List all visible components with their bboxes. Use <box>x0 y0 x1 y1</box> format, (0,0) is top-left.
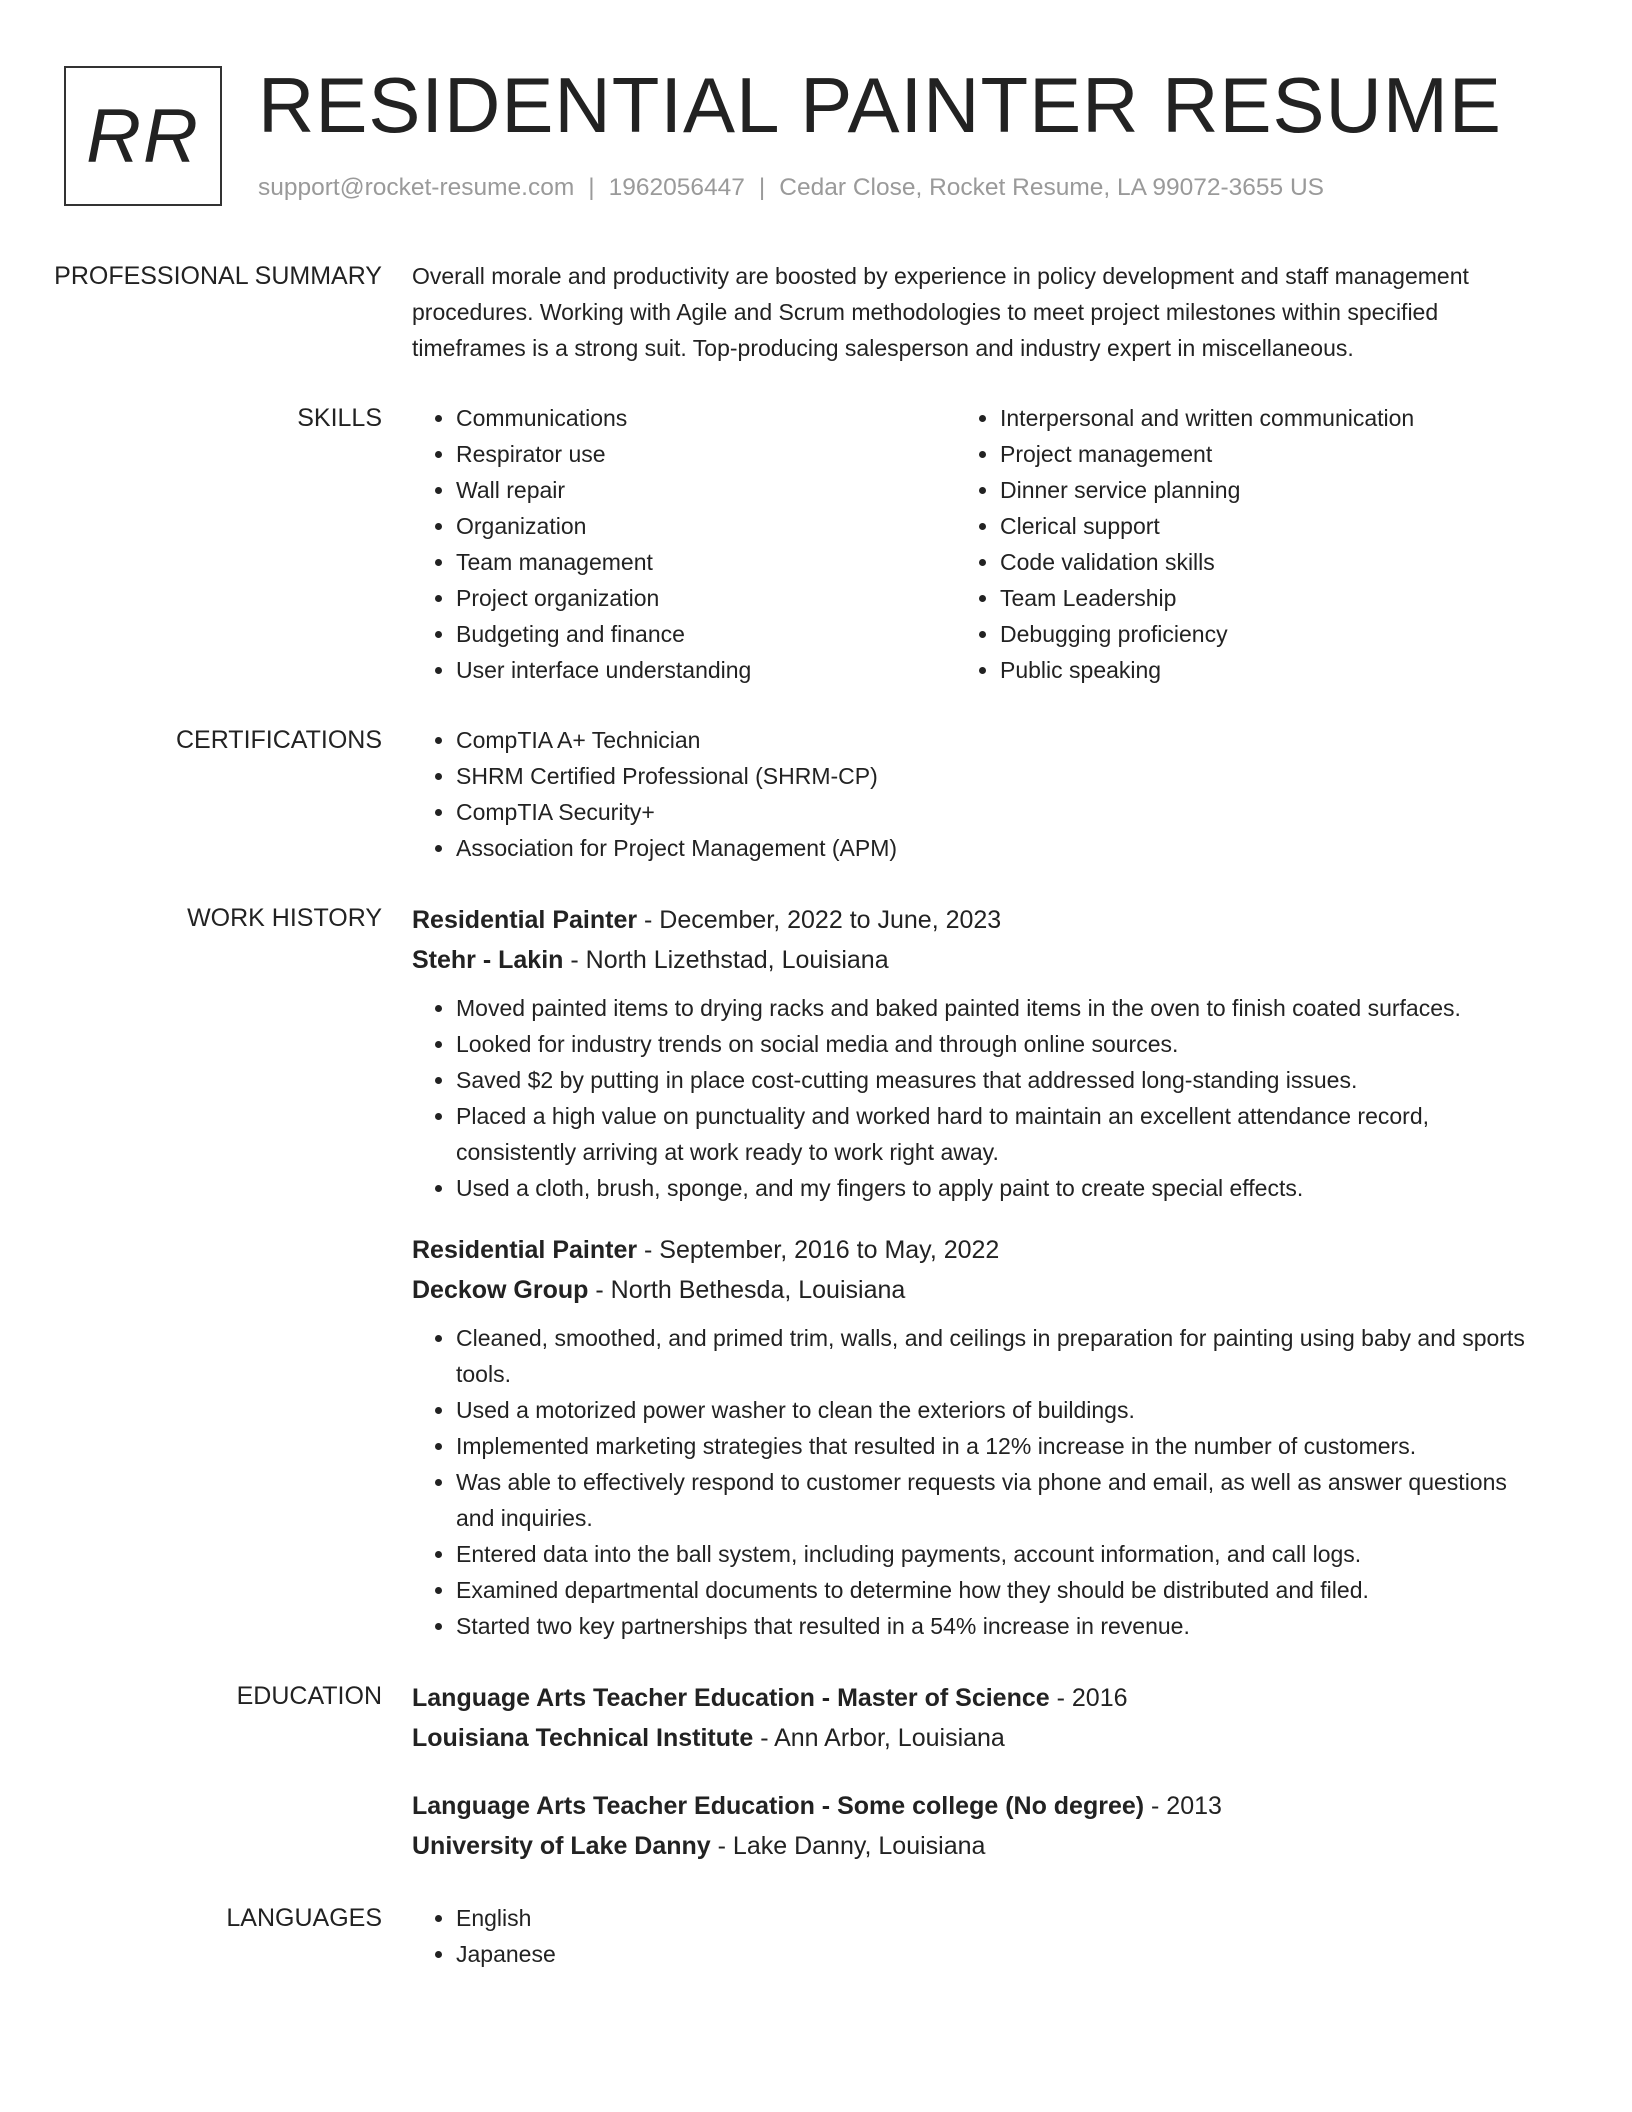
job-dates: - September, 2016 to May, 2022 <box>637 1236 1000 1264</box>
job-entry <box>412 1230 1527 1644</box>
list-item: • CompTIA Security+ <box>456 794 1527 830</box>
section-label: EDUCATION <box>236 1682 382 1710</box>
list-item: • SHRM Certified Professional (SHRM-CP) <box>456 758 1527 794</box>
list-item: • Interpersonal and written communication <box>1000 400 1500 436</box>
section-skills <box>0 400 1632 688</box>
job-title-line <box>412 900 1527 940</box>
contact-separator: | <box>758 174 766 201</box>
list-item: • English <box>456 1900 1527 1936</box>
list-item: • Debugging proficiency <box>1000 616 1500 652</box>
job-company: Stehr - Lakin <box>412 946 564 974</box>
list-item: • Examined departmental documents to determine how they should be distributed and filed. <box>456 1572 1527 1608</box>
job-company-line <box>412 1270 1527 1310</box>
list-item: • Communications <box>456 400 956 436</box>
school-location: - Ann Arbor, Louisiana <box>753 1724 1005 1752</box>
skills-list-right <box>956 400 1500 688</box>
monogram-logo: RR <box>64 66 222 206</box>
list-item: • Project organization <box>456 580 956 616</box>
list-item: • Budgeting and finance <box>456 616 956 652</box>
list-item: • Cleaned, smoothed, and primed trim, walls, and ceilings in preparation for painting using baby and sports tools. <box>456 1320 1527 1392</box>
section-label: CERTIFICATIONS <box>175 726 382 754</box>
job-company: Deckow Group <box>412 1276 589 1304</box>
contact-address: Cedar Close, Rocket Resume, LA 99072-3655 US <box>779 174 1325 201</box>
skills-columns <box>412 400 1527 688</box>
contact-phone[interactable]: 1962056447 <box>608 174 745 201</box>
school-location: - Lake Danny, Louisiana <box>710 1832 986 1860</box>
resume-title: RESIDENTIAL PAINTER RESUME <box>258 61 1502 149</box>
section-label: SKILLS <box>297 404 382 432</box>
summary-text: Overall morale and productivity are boosted by experience in policy development and staff management procedures. Working with Agile and Scrum methodologies to meet project milestones within specified timeframes is a strong suit. Top-producing salesperson and industry expert in miscellaneous. <box>412 263 1469 361</box>
school-line <box>412 1718 1527 1758</box>
languages-list <box>412 1900 1527 1972</box>
list-item: • Started two key partnerships that resulted in a 54% increase in revenue. <box>456 1608 1527 1644</box>
resume-body <box>0 258 1632 2006</box>
degree: Language Arts Teacher Education - Some college (No degree) <box>412 1792 1145 1820</box>
degree: Language Arts Teacher Education - Master of Science <box>412 1684 1050 1712</box>
degree-year: - 2016 <box>1049 1684 1128 1712</box>
section-work-history <box>0 900 1632 1644</box>
section-label: PROFESSIONAL SUMMARY <box>54 262 382 290</box>
list-item: • Organization <box>456 508 956 544</box>
list-item: • Looked for industry trends on social media and through online sources. <box>456 1026 1527 1062</box>
school: Louisiana Technical Institute <box>412 1724 754 1752</box>
section-label: WORK HISTORY <box>187 904 382 932</box>
contact-line <box>258 174 1324 202</box>
list-item: • Was able to effectively respond to customer requests via phone and email, as well as answer questions and inquiries. <box>456 1464 1527 1536</box>
school: University of Lake Danny <box>412 1832 711 1860</box>
job-location: - North Lizethstad, Louisiana <box>563 946 889 974</box>
contact-email[interactable]: support@rocket-resume.com <box>258 174 575 201</box>
degree-year: - 2013 <box>1144 1792 1222 1820</box>
job-location: - North Bethesda, Louisiana <box>588 1276 906 1304</box>
list-item: • Used a cloth, brush, sponge, and my fingers to apply paint to create special effects. <box>456 1170 1527 1206</box>
section-education <box>0 1678 1632 1866</box>
list-item: • User interface understanding <box>456 652 956 688</box>
job-bullets <box>412 1320 1527 1644</box>
list-item: • Respirator use <box>456 436 956 472</box>
work-history-content <box>412 900 1527 1644</box>
education-entry <box>412 1678 1527 1758</box>
section-languages <box>0 1900 1632 1972</box>
list-item: • Moved painted items to drying racks and baked painted items in the oven to finish coated surfaces. <box>456 990 1527 1026</box>
languages-content <box>412 1900 1527 1972</box>
list-item: • Japanese <box>456 1936 1527 1972</box>
education-content <box>412 1678 1527 1866</box>
list-item: • Dinner service planning <box>1000 472 1500 508</box>
list-item: • Team Leadership <box>1000 580 1500 616</box>
list-item: • Entered data into the ball system, including payments, account information, and call logs. <box>456 1536 1527 1572</box>
list-item: • Team management <box>456 544 956 580</box>
degree-line <box>412 1678 1527 1718</box>
contact-separator: | <box>588 174 595 201</box>
section-label: LANGUAGES <box>226 1904 382 1932</box>
education-entry <box>412 1786 1527 1866</box>
list-item: • Clerical support <box>1000 508 1500 544</box>
list-item: • Project management <box>1000 436 1500 472</box>
list-item: • Implemented marketing strategies that resulted in a 12% increase in the number of customers. <box>456 1428 1527 1464</box>
job-title-line <box>412 1230 1527 1270</box>
section-professional-summary <box>0 258 1632 366</box>
skills-list-left <box>412 400 956 688</box>
list-item: • Saved $2 by putting in place cost-cutting measures that addressed long-standing issues. <box>456 1062 1527 1098</box>
resume-header <box>64 61 1568 216</box>
job-title: Residential Painter <box>412 1236 638 1264</box>
list-item: • Public speaking <box>1000 652 1500 688</box>
degree-line <box>412 1786 1527 1826</box>
school-line <box>412 1826 1527 1866</box>
certifications-content <box>412 722 1527 866</box>
list-item: • Wall repair <box>456 472 956 508</box>
job-entry <box>412 900 1527 1206</box>
job-dates: - December, 2022 to June, 2023 <box>637 906 1002 934</box>
list-item: • Code validation skills <box>1000 544 1500 580</box>
job-title: Residential Painter <box>412 906 638 934</box>
section-certifications <box>0 722 1632 866</box>
list-item: • Placed a high value on punctuality and worked hard to maintain an excellent attendance record, consistently arriving at work ready to work right away. <box>456 1098 1527 1170</box>
job-bullets <box>412 990 1527 1206</box>
list-item: • Association for Project Management (APM) <box>456 830 1527 866</box>
job-company-line <box>412 940 1527 980</box>
list-item: • Used a motorized power washer to clean the exteriors of buildings. <box>456 1392 1527 1428</box>
certifications-list <box>412 722 1527 866</box>
list-item: • CompTIA A+ Technician <box>456 722 1527 758</box>
